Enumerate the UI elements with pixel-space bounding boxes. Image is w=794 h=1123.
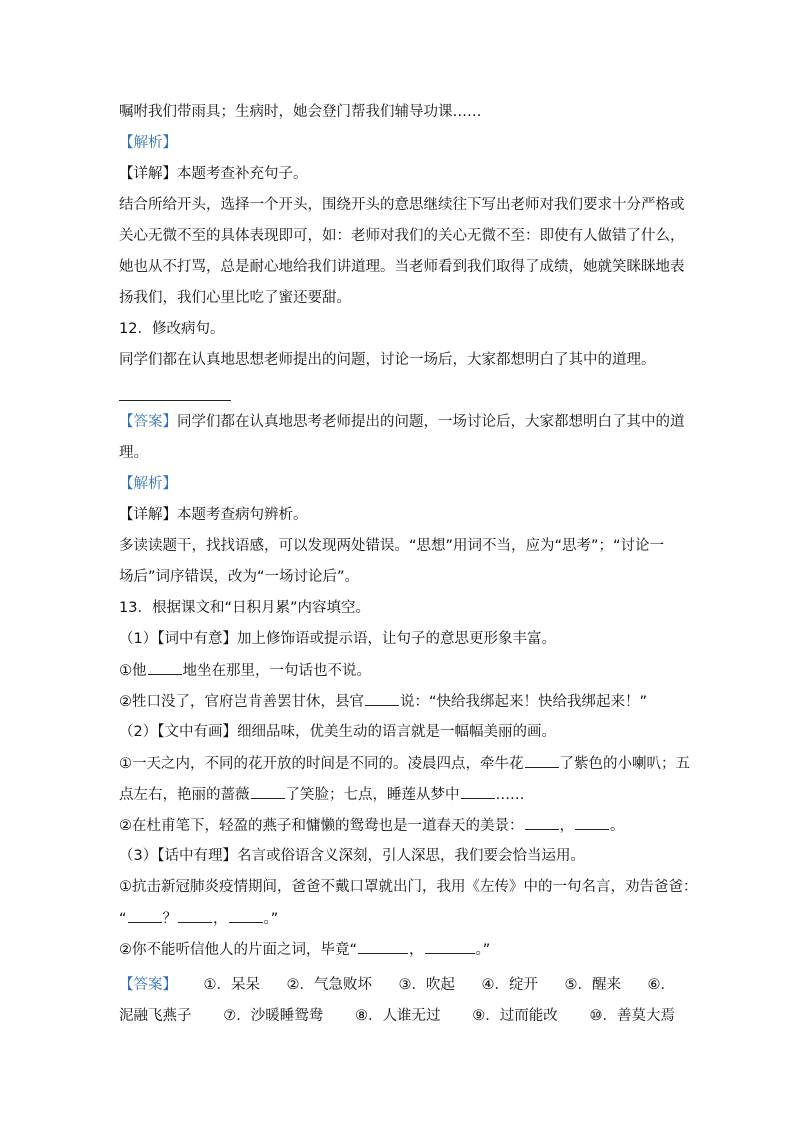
answer-tag: 【答案】 [119, 414, 177, 430]
text-line: 场后”词序错误，改为“一场讨论后”。 [119, 569, 360, 585]
detail-line: 【详解】本题考查病句辨析。 [119, 507, 308, 523]
text-line: 结合所给开头，选择一个开头，围绕开头的意思继续往下写出老师对我们要求十分严格或 [119, 197, 685, 213]
answer-line: 理。 [119, 445, 148, 461]
part-heading: （1）【词中有意】加上修饰语或提示语，让句子的意思更形象丰富。 [119, 631, 556, 647]
answer-tag: 【答案】 [119, 977, 177, 993]
blank[interactable] [148, 660, 182, 675]
question-12-title: 12．修改病句。 [119, 321, 225, 337]
blank[interactable] [128, 908, 162, 923]
answer-item: ①．呆呆 [203, 977, 260, 993]
fill-line: ②你不能听信他人的片面之词，毕竟“ ， 。” [119, 939, 490, 960]
part-heading: （2）【文中有画】细细品味，优美生动的语言就是一幅幅美丽的画。 [119, 724, 556, 740]
answer-blank-line [119, 400, 231, 401]
text-line: 关心无微不至的具体表现即可，如：老师对我们的关心无微不至：即使有人做错了什么， [119, 228, 685, 244]
text-line: 嘱咐我们带雨具；生病时，她会登门帮我们辅导功课…… [119, 104, 482, 120]
blank[interactable] [575, 815, 609, 830]
blank[interactable] [461, 784, 495, 799]
answer-item: ⑨．过而能改 [472, 1008, 558, 1024]
answer-item: ⑥． [647, 977, 675, 993]
blank[interactable] [229, 908, 263, 923]
text-line: 多读读题干，找找语感，可以发现两处错误。“思想”用词不当，应为“思考”；“讨论一 [119, 538, 665, 554]
fill-line: ①他 地坐在那里，一句话也不说。 [119, 660, 371, 681]
fill-line: “ ？ ， 。” [119, 908, 278, 929]
analysis-tag: 【解析】 [119, 135, 177, 151]
fill-line: 点左右，艳丽的蔷薇 了笑脸；七点，睡莲从梦中 …… [119, 784, 525, 805]
fill-line: ②牲口没了，官府岂肯善罢甘休，县官 说：“快给我绑起来！快给我绑起来！” [119, 691, 647, 712]
question-13-title: 13．根据课文和“日积月累”内容填空。 [119, 600, 370, 616]
blank[interactable] [358, 939, 408, 954]
fill-line: ①一天之内，不同的花开放的时间是不同的。凌晨四点，牵牛花 了紫色的小喇叭；五 [119, 753, 690, 774]
blank[interactable] [525, 753, 559, 768]
answer-item: ④．绽开 [481, 977, 538, 993]
detail-line: 【详解】本题考查补充句子。 [119, 166, 308, 182]
answer-item: 泥融飞燕子 [119, 1008, 192, 1024]
answer-item: ②．气急败坏 [286, 977, 372, 993]
answers-row-2 [119, 1006, 675, 1026]
answer-item: ③．吹起 [398, 977, 455, 993]
part-heading: （3）【话中有理】名言或俗语含义深刻，引人深思，我们要会恰当运用。 [119, 848, 585, 864]
text-line: 她也从不打骂，总是耐心地给我们讲道理。当老师看到我们取得了成绩，她就笑眯眯地表 [119, 259, 685, 275]
blank[interactable] [365, 691, 399, 706]
blank[interactable] [525, 815, 559, 830]
blank[interactable] [425, 939, 475, 954]
question-12-sentence: 同学们都在认真地思想老师提出的问题，讨论一场后，大家都想明白了其中的道理。 [119, 352, 656, 368]
text-line: 扬我们，我们心里比吃了蜜还要甜。 [119, 290, 351, 306]
answer-line: 【答案】同学们都在认真地思考老师提出的问题，一场讨论后，大家都想明白了其中的道 [119, 414, 685, 430]
blank[interactable] [251, 784, 285, 799]
text-line: ①抗击新冠肺炎疫情期间，爸爸不戴口罩就出门，我用《左传》中的一句名言，劝告爸爸： [119, 879, 698, 895]
answer-item: ⑩．善莫大焉 [589, 1008, 675, 1024]
analysis-tag: 【解析】 [119, 476, 177, 492]
fill-line: ②在杜甫笔下，轻盈的燕子和慵懒的鸳鸯也是一道春天的美景： ， 。 [119, 815, 625, 836]
answer-item: ⑧．人谁无过 [355, 1008, 441, 1024]
answer-item: ⑤．醒来 [564, 977, 621, 993]
answer-item: ⑦．沙暖睡鸳鸯 [223, 1008, 324, 1024]
answers-row-1 [119, 975, 675, 995]
blank[interactable] [178, 908, 212, 923]
